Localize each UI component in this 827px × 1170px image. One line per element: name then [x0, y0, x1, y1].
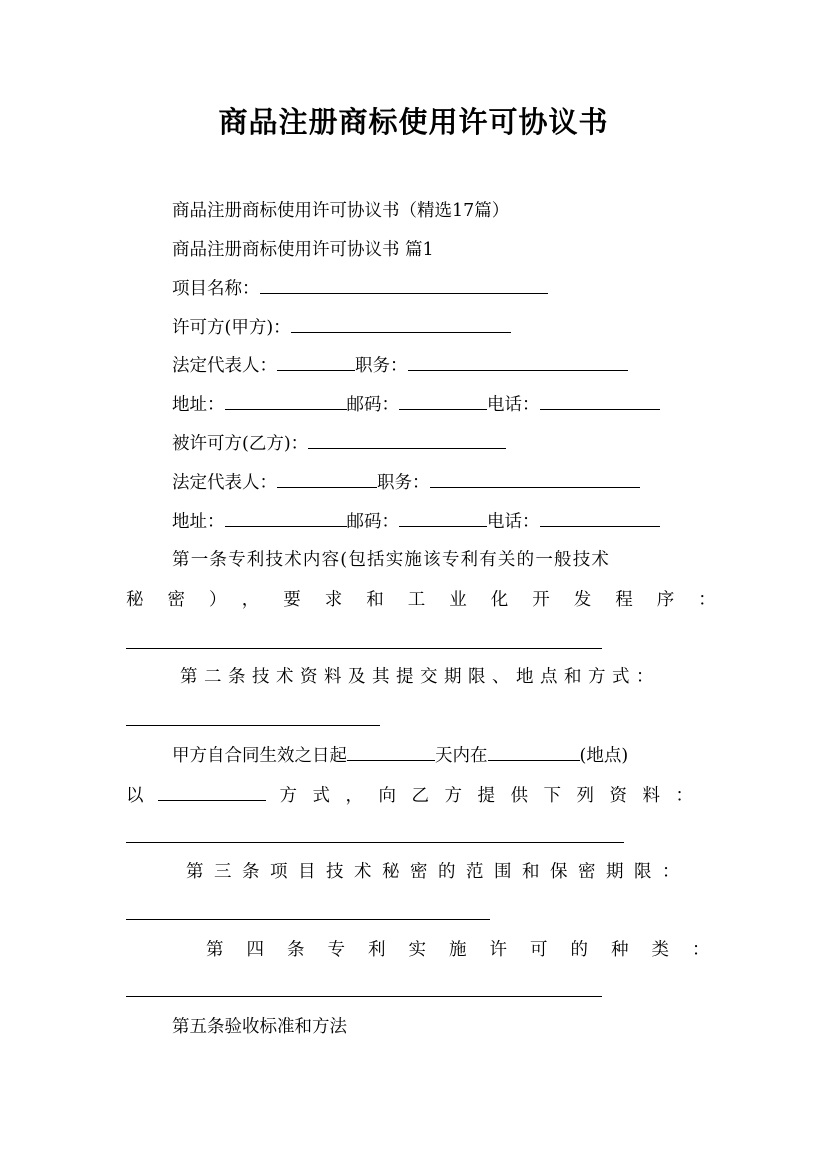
- legal-rep-blank-1: [277, 350, 355, 371]
- clause-1-line-1-text: 第一条专利技术内容(包括实施该专利有关的一般技术: [172, 550, 611, 570]
- address-row-2: [172, 506, 660, 536]
- legal-rep-label-2: 法定代表人：: [172, 473, 277, 493]
- legal-rep-label-1: 法定代表人：: [172, 356, 277, 376]
- clause-2-blank-2: [126, 842, 624, 843]
- licensor-blank: [291, 312, 511, 333]
- section-heading: 商品注册商标使用许可协议书 篇1: [172, 240, 434, 260]
- position-blank-2: [430, 467, 640, 488]
- legal-rep-row-1: [172, 350, 628, 380]
- licensor-label: 许可方(甲方)：: [172, 318, 291, 338]
- position-label-2: 职务：: [377, 473, 430, 493]
- clause-1-line-2-text: 秘密），要求和工业化开发程序：: [126, 590, 740, 610]
- postcode-blank-2: [399, 506, 487, 527]
- postcode-label-2: 邮码：: [346, 512, 399, 532]
- days-blank: [347, 740, 435, 761]
- place-blank: [488, 740, 580, 761]
- legal-rep-blank-2: [277, 467, 377, 488]
- clause-3-blank: [126, 919, 490, 920]
- clause-2-line-1-text: 第二条技术资料及其提交期限、地点和方式：: [180, 667, 660, 687]
- phone-label-1: 电话：: [487, 395, 540, 415]
- clause-3-line-1-text: 第三条项目技术秘密的范围和保密期限：: [186, 862, 690, 882]
- document-title: 商品注册商标使用许可协议书: [218, 105, 609, 139]
- clause-2-para-2: [126, 780, 709, 810]
- clause-2-line-1: [180, 662, 700, 692]
- clause-2-para-1: [172, 740, 628, 770]
- document-subtitle: 商品注册商标使用许可协议书（精选17篇）: [172, 201, 510, 221]
- position-blank-1: [408, 350, 628, 371]
- address-label-1: 地址：: [172, 395, 225, 415]
- method-blank: [158, 780, 266, 801]
- clause-2-p1-c: (地点): [579, 746, 629, 766]
- licensee-label: 被许可方(乙方)：: [172, 434, 309, 454]
- clause-4-line-1-text: 第四条专利实施许可的种类：: [206, 940, 733, 960]
- clause-3-line-1: [186, 857, 700, 887]
- clause-2-p2-a: 以: [126, 786, 144, 806]
- licensee-row: [172, 428, 506, 458]
- clause-2-p1-a: 甲方自合同生效之日起: [172, 746, 347, 766]
- address-blank-1: [225, 389, 347, 410]
- clause-2-blank-1: [126, 725, 380, 726]
- clause-1-line-1: [172, 545, 702, 575]
- phone-blank-2: [540, 506, 660, 527]
- phone-label-2: 电话：: [487, 512, 540, 532]
- clause-4-line-1: [206, 935, 733, 965]
- phone-blank-1: [540, 389, 660, 410]
- project-name-row: [172, 273, 548, 303]
- clause-2-p1-b: 天内在: [435, 746, 488, 766]
- address-blank-2: [225, 506, 347, 527]
- clause-2-p2-b: 方式，向乙方提供下列资料：: [279, 786, 709, 806]
- position-label-1: 职务：: [355, 356, 408, 376]
- licensee-blank: [308, 428, 506, 449]
- project-name-blank: [260, 273, 548, 294]
- licensor-row: [172, 312, 511, 342]
- postcode-blank-1: [399, 389, 487, 410]
- clause-4-blank: [126, 996, 602, 997]
- clause-1-line-2: [126, 585, 740, 615]
- clause-1-blank: [126, 648, 602, 649]
- postcode-label-1: 邮码：: [346, 395, 399, 415]
- address-label-2: 地址：: [172, 512, 225, 532]
- legal-rep-row-2: [172, 467, 640, 497]
- clause-5-line-1: 第五条验收标准和方法: [172, 1017, 347, 1037]
- project-name-label: 项目名称：: [172, 279, 260, 299]
- address-row-1: [172, 389, 660, 419]
